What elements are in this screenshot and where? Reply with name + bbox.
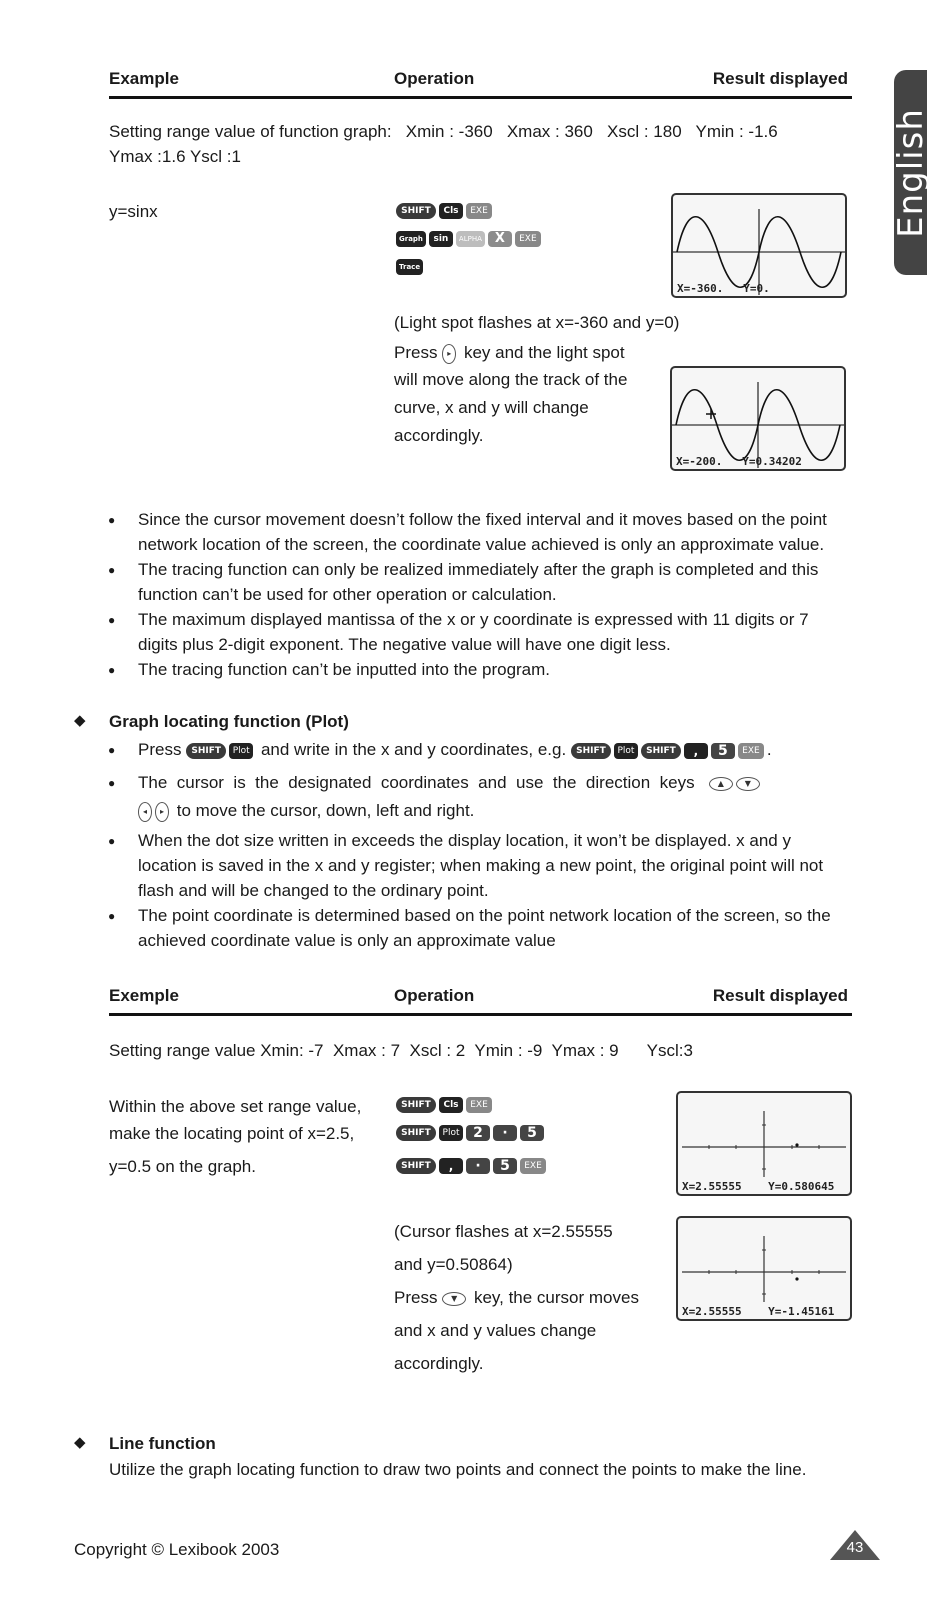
range-setting-line1: Setting range value of function graph: Xmin : -360 Xmax : 360 Xscl : 180 Ymin : -1.6 (109, 122, 778, 141)
shift-key: SHIFT (641, 743, 681, 759)
note-line4: curve, x and y will change (394, 398, 589, 417)
cls-key: Cls (439, 203, 463, 219)
key-sequence-row1 (396, 200, 495, 220)
cursor-down-graph (678, 1218, 850, 1319)
note-light-spot: (Light spot flashes at x=-360 and y=0) (394, 313, 680, 332)
right-arrow-key-icon: ▸ (442, 344, 456, 364)
decimal-key: · (466, 1158, 490, 1174)
shift-key: SHIFT (396, 1158, 436, 1174)
trace-key: Trace (396, 259, 423, 275)
bullet-dot: ● (108, 613, 116, 627)
bullet-cursor-movement: Since the cursor movement doesn’t follow the fixed interval and it moves based on the point network location of the screen, the coordinate value achieved is only an approximate value. (138, 510, 827, 554)
five-key: 5 (520, 1125, 544, 1141)
shift-key: SHIFT (571, 743, 611, 759)
bullet-dot: ● (108, 909, 116, 923)
key-sequence2-row3 (396, 1155, 549, 1175)
exe-key: EXE (520, 1158, 546, 1174)
desc-line1: Within the above set range value, (109, 1097, 362, 1116)
cls-key: Cls (439, 1097, 463, 1113)
exe-key: EXE (738, 743, 764, 759)
page-number: 43 (846, 1539, 864, 1556)
right-arrow-key-icon: ▸ (155, 802, 169, 822)
range-setting-2: Setting range value Xmin: -7 Xmax : 7 Xscl : 2 Ymin : -9 Ymax : 9 Yscl:3 (109, 1041, 693, 1060)
note2-line2: and y=0.50864) (394, 1255, 513, 1274)
plot-bullet-cursor-line1: The cursor is the designated coordinates and use the direction keys (138, 773, 695, 792)
key-sequence2-row2 (396, 1122, 547, 1142)
note2-line5: accordingly. (394, 1354, 484, 1373)
language-tab (890, 70, 931, 275)
header-rule-2 (109, 1013, 852, 1016)
bullet-tracing-program: The tracing function can’t be inputted into the program. (138, 660, 551, 679)
plot-key: Plot (439, 1125, 463, 1141)
screen1-readout: X=-360. Y=0. (677, 282, 770, 295)
left-arrow-key-icon: ◂ (138, 802, 152, 822)
note-line3: will move along the track of the (394, 370, 628, 389)
calculator-screen-trace (670, 366, 846, 471)
exe-key: EXE (466, 1097, 492, 1113)
col-operation-header: Operation (394, 69, 475, 88)
comma-key: , (684, 743, 708, 759)
plot-bullet-cursor (138, 770, 763, 795)
shift-key: SHIFT (396, 1125, 436, 1141)
bullet-dot: ● (108, 834, 116, 848)
note-line2: key and the light spot (463, 343, 625, 362)
shift-key: SHIFT (396, 203, 436, 219)
line-function-text: Utilize the graph locating function to draw two points and connect the points to make the line. (109, 1460, 807, 1479)
bullet-tracing-after-graph: The tracing function can only be realized immediately after the graph is completed and this function can’t be used for other operation or calculation. (138, 560, 819, 604)
language-tab-label: English (890, 107, 931, 238)
calculator-screen-plot (676, 1091, 852, 1196)
plot-bullet-press (138, 737, 772, 762)
screen2-readout: X=-200. Y=0.34202 (676, 455, 802, 468)
plot-key: Plot (614, 743, 638, 759)
alpha-key: ALPHA (456, 231, 485, 247)
example-label: y=sinx (109, 202, 158, 221)
note-line5: accordingly. (394, 426, 484, 445)
note2-line4: and x and y values change (394, 1321, 597, 1340)
up-arrow-key-icon: ▲ (709, 777, 733, 791)
screen3-readout: X=2.55555 Y=0.580645 (682, 1180, 835, 1193)
header-rule (109, 96, 852, 99)
range-setting-line2: Ymax :1.6 Yscl :1 (109, 147, 241, 166)
note-press-line (394, 339, 625, 367)
five-key: 5 (711, 743, 735, 759)
note2-line1: (Cursor flashes at x=2.55555 (394, 1222, 613, 1241)
comma-key: , (439, 1158, 463, 1174)
plot-heading: Graph locating function (Plot) (109, 712, 349, 731)
sine-graph (673, 195, 845, 296)
line-function-heading: Line function (109, 1434, 216, 1453)
bullet-dot: ● (108, 513, 116, 527)
calculator-screen-cursor-down (676, 1216, 852, 1321)
plot-bullet-mid: and write in the x and y coordinates, e.g. (260, 740, 567, 759)
calculator-screen-sine (671, 193, 847, 298)
note2-line3: key, the cursor moves (473, 1288, 639, 1307)
plot-bullet-end: . (766, 740, 772, 759)
x-key: X (488, 231, 512, 247)
col-operation-header-2: Operation (394, 986, 475, 1005)
exe-key: EXE (515, 231, 541, 247)
five-key: 5 (493, 1158, 517, 1174)
copyright-footer: Copyright © Lexibook 2003 (74, 1540, 280, 1559)
col-result-header-2: Result displayed (712, 986, 848, 1005)
note2-press-line (394, 1284, 639, 1312)
col-example-header-2: Exemple (109, 986, 179, 1005)
down-arrow-key-icon: ▼ (442, 1292, 466, 1306)
key-sequence2-row1 (396, 1094, 495, 1114)
page-number-badge (830, 1530, 880, 1560)
bullet-mantissa: The maximum displayed mantissa of the x or y coordinate is expressed with 11 digits or 7 digits plus 2-digit exponent. The negative value will have one digit less. (138, 610, 809, 654)
col-example-header: Example (109, 69, 179, 88)
plot-graph (678, 1093, 850, 1194)
screen4-readout: X=2.55555 Y=-1.45161 (682, 1305, 835, 1318)
shift-key: SHIFT (186, 743, 226, 759)
press-text: Press (138, 740, 182, 759)
bullet-dot: ● (108, 776, 116, 790)
key-sequence-row3 (396, 256, 426, 276)
press-text: Press (394, 1288, 438, 1307)
col-result-header: Result displayed (712, 69, 848, 88)
plot-bullet-cursor-line2: to move the cursor, down, left and right. (176, 801, 475, 820)
plot-bullet-cursor-line2-wrap (138, 798, 474, 823)
press-text: Press (394, 343, 438, 362)
shift-key: SHIFT (396, 1097, 436, 1113)
down-arrow-key-icon: ▼ (736, 777, 760, 791)
graph-key: Graph (396, 231, 426, 247)
plot-bullet-point-coordinate: The point coordinate is determined based on the point network location of the screen, so the achieved coordinate value is only an approximate value (138, 906, 831, 950)
key-sequence-row2 (396, 228, 544, 248)
desc-line2: make the locating point of x=2.5, (109, 1124, 355, 1143)
two-key: 2 (466, 1125, 490, 1141)
plot-key: Plot (229, 743, 253, 759)
decimal-key: · (493, 1125, 517, 1141)
desc-line3: y=0.5 on the graph. (109, 1157, 256, 1176)
bullet-dot: ● (108, 663, 116, 677)
bullet-dot: ● (108, 563, 116, 577)
plot-bullet-dot-size: When the dot size written in exceeds the display location, it won’t be displayed. x and y location is saved in the x and y register; when making a new point, the original point will not flash and will be changed to the ordinary point. (138, 831, 824, 900)
diamond-bullet: ◆ (74, 712, 86, 729)
sine-trace-graph (672, 368, 844, 469)
bullet-dot: ● (108, 743, 116, 757)
diamond-bullet: ◆ (74, 1434, 86, 1451)
sin-key: sin (429, 231, 453, 247)
exe-key: EXE (466, 203, 492, 219)
